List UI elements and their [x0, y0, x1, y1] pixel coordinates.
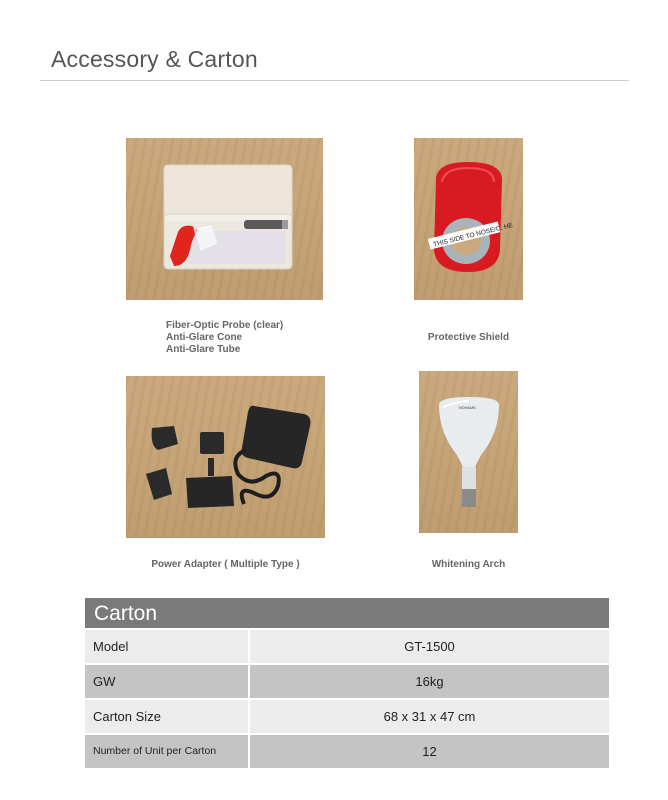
- whitening-arch-photo: [419, 371, 518, 533]
- row-value: 68 x 31 x 47 cm: [250, 700, 609, 733]
- row-value: GT-1500: [250, 630, 609, 663]
- table-row: [85, 700, 609, 733]
- row-value: 12: [250, 735, 609, 768]
- carton-header: Carton: [85, 598, 609, 628]
- page-title: Accessory & Carton: [51, 46, 258, 72]
- table-row: [85, 630, 609, 663]
- arch-metal-connector: [462, 489, 476, 507]
- power-adapter-caption: Power Adapter ( Multiple Type ): [151, 559, 300, 570]
- metal-tube: [244, 220, 286, 229]
- fiber-optic-kit-caption: Fiber-Optic Probe (clear) Anti-Glare Cone Anti-Glare Tube: [166, 320, 284, 355]
- fiber-optic-kit-illustration: [126, 138, 323, 300]
- row-label: Carton Size: [85, 700, 248, 733]
- arch-brand-text: NOHAMS: [459, 406, 476, 410]
- row-value: 16kg: [250, 665, 609, 698]
- arch-neck: [462, 467, 476, 489]
- row-label: Model: [85, 630, 248, 663]
- row-label: GW: [85, 665, 248, 698]
- whitening-arch-illustration: [419, 371, 518, 533]
- plug-head-3: [146, 468, 172, 500]
- whitening-arch-caption: Whitening Arch: [431, 559, 506, 570]
- power-adapter-photo: [126, 376, 325, 538]
- adapter-body: [242, 406, 311, 469]
- row-label: Number of Unit per Carton: [85, 735, 248, 768]
- protective-shield-caption: Protective Shield: [427, 332, 510, 343]
- plug-head-4: [186, 476, 234, 508]
- carton-table: [85, 598, 609, 768]
- plug-head-1: [152, 426, 178, 450]
- fiber-optic-kit-photo: [126, 138, 323, 300]
- title-divider: [40, 80, 629, 81]
- clear-box-lid: [164, 165, 292, 221]
- shield-label-text: THIS SIDE TO NOSE/C. HE: [432, 221, 514, 249]
- protective-shield-photo: [414, 138, 523, 300]
- protective-shield-illustration: [414, 138, 523, 300]
- power-adapter-illustration: [126, 376, 325, 538]
- table-row: [85, 735, 609, 768]
- table-row: [85, 665, 609, 698]
- plug-head-2: [200, 432, 224, 454]
